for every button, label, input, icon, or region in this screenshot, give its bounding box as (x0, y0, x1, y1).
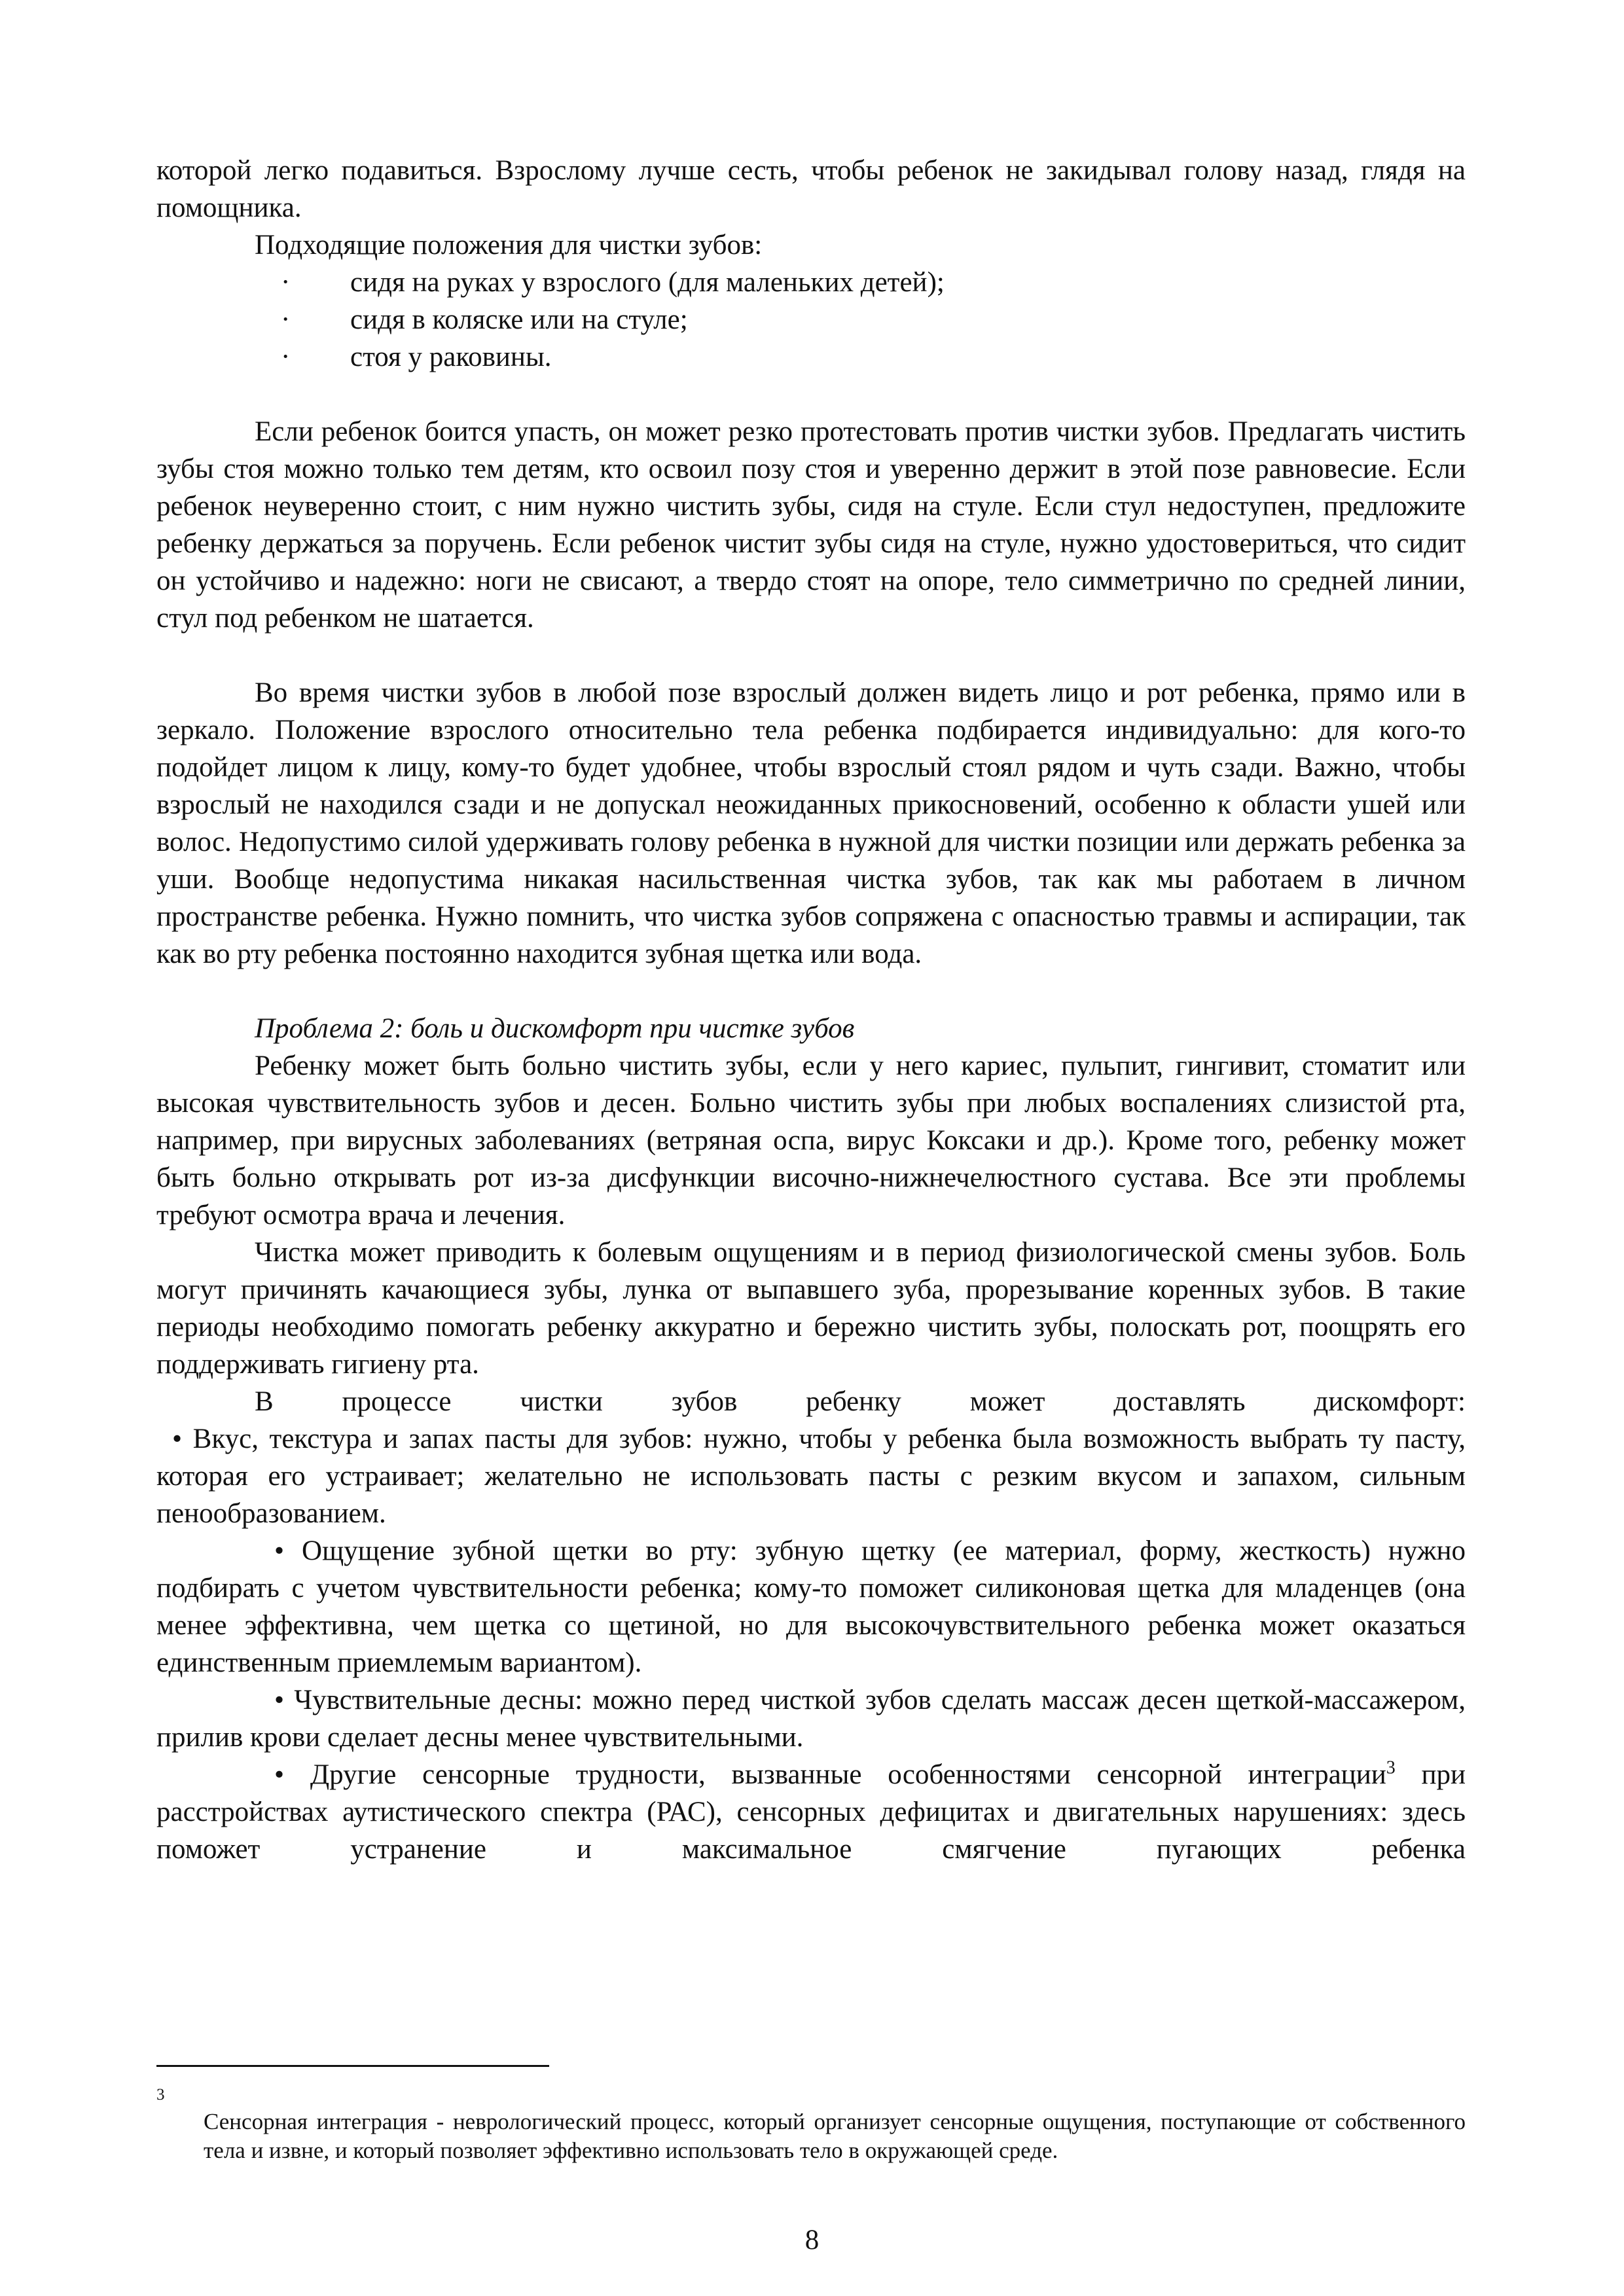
discomfort-intro: В процессе чистки зубов ребенку может доставлять дискомфорт: (255, 1386, 1466, 1417)
bullet-glyph: • (172, 1424, 183, 1454)
section-heading: Проблема 2: боль и дискомфорт при чистке зубов (255, 1013, 855, 1044)
bullet-glyph: • (274, 1759, 285, 1790)
bullet-glyph: · (281, 342, 291, 372)
bullet-glyph: · (281, 304, 291, 335)
fear-of-falling-paragraph: Если ребенок боится упасть, он может резко протестовать против чистки зубов. Предлагать чистить зубы стоя можно только тем детям, кто освоил позу стоя и уверенно держит в этой позе равновесие. Если ребенок неуверенно стоит, с ним нужно чистить зубы, сидя на стуле. Если стул недоступен, предложите ребенку держаться за поручень. Если ребенок чистит зубы сидя на стуле, нужно удостовериться, что сидит он устойчиво и надежно: ноги не свисают, а твердо стоят на опоре, тело симметрично по средней линии, стул под ребенком не шатается. (156, 416, 1466, 634)
body-text (156, 152, 1466, 1868)
discomfort-item-sensory: • Другие сенсорные трудности, вызванные особенностями сенсорной интеграции$^3$ при расстройствах аутистического спектра (РАС), сенсорных дефицитах и двигательных нарушениях: здесь поможет устранение и максимальное смягчение пугающих ребенка (156, 1757, 1466, 1865)
footnote-number: 3 (156, 2086, 165, 2104)
footnote (156, 2085, 1466, 2188)
discomfort-item-paste: • Вкус, текстура и запах пасты для зубов: нужно, чтобы у ребенка была возможность выбрать ту пасту, которая его устраивает; желательно не использовать пасты с резким вкусом и запахом, сильным пенообразованием. (156, 1424, 1466, 1529)
bullet-glyph: • (274, 1685, 285, 1715)
tooth-change-paragraph: Чистка может приводить к болевым ощущениям и в период физиологической смены зубов. Боль могут причинять качающиеся зубы, лунка от выпавшего зуба, прорезывание коренных зубов. В такие периоды необходимо помогать ребенку аккуратно и бережно чистить зубы, полоскать рот, поощрять его поддерживать гигиену рта. (156, 1237, 1466, 1380)
adult-position-paragraph: Во время чистки зубов в любой позе взрослый должен видеть лицо и рот ребенка, прямо или в зеркало. Положение взрослого относительно тела ребенка подбирается индивидуально: для кого-то подойдет лицом к лицу, кому-то будет удобнее, чтобы взрослый стоял рядом и чуть сзади. Важно, чтобы взрослый не находился сзади и не допускал неожиданных прикосновений, особенно к области ушей или волос. Недопустимо силой удерживать голову ребенка в нужной для чистки позиции или держать ребенка за уши. Вообще недопустима никакая насильственная чистка зубов, так как мы работаем в личном пространстве ребенка. Нужно помнить, что чистка зубов сопряжена с опасностью травмы и аспирации, так как во рту ребенка постоянно находится зубная щетка или вода. (156, 677, 1466, 969)
bullet-glyph: • (274, 1535, 285, 1566)
pain-causes-paragraph: Ребенку может быть больно чистить зубы, если у него кариес, пульпит, гингивит, стоматит или высокая чувствительность зубов и десен. Больно чистить зубы при любых воспалениях слизистой рта, например, при вирусных заболеваниях (ветряная оспа, вирус Коксаки и др.). Кроме того, ребенку может быть больно открывать рот из-за дисфункции височно-нижнечелюстного сустава. Все эти проблемы требуют осмотра врача и лечения. (156, 1050, 1466, 1230)
list-item: · сидя на руках у взрослого (для маленьких детей); (156, 264, 1466, 301)
page-number: 8 (804, 2225, 820, 2255)
footnote-reference[interactable]: 3 (1386, 1757, 1396, 1778)
footnote-divider (156, 2065, 549, 2067)
positions-list (156, 264, 1466, 376)
discomfort-item-brush: • Ощущение зубной щетки во рту: зубную щетку (ее материал, форму, жесткость) нужно подбирать с учетом чувствительности ребенка; кому-то поможет силиконовая щетка для младенцев (она менее эффективна, чем щетка со щетиной, но для высокочувствительного ребенка может оказаться единственным приемлемым вариантом). (156, 1535, 1466, 1678)
continuation-paragraph: которой легко подавиться. Взрослому лучше сесть, чтобы ребенок не закидывал голову назад, глядя на помощника. (156, 155, 1466, 223)
list-item: · стоя у раковины. (156, 338, 1466, 376)
positions-heading: Подходящие положения для чистки зубов: (255, 230, 763, 260)
footnote-text: Сенсорная интеграция - неврологический процесс, который организует сенсорные ощущения, поступающие от собственного тела и извне, и который позволяет эффективно использовать тело в окружающей среде. (204, 2109, 1466, 2163)
bullet-glyph: · (281, 267, 291, 298)
discomfort-item-gums: • Чувствительные десны: можно перед чисткой зубов сделать массаж десен щеткой-массажером, прилив крови сделает десны менее чувствительными. (156, 1685, 1466, 1753)
list-item: · сидя в коляске или на стуле; (156, 301, 1466, 338)
